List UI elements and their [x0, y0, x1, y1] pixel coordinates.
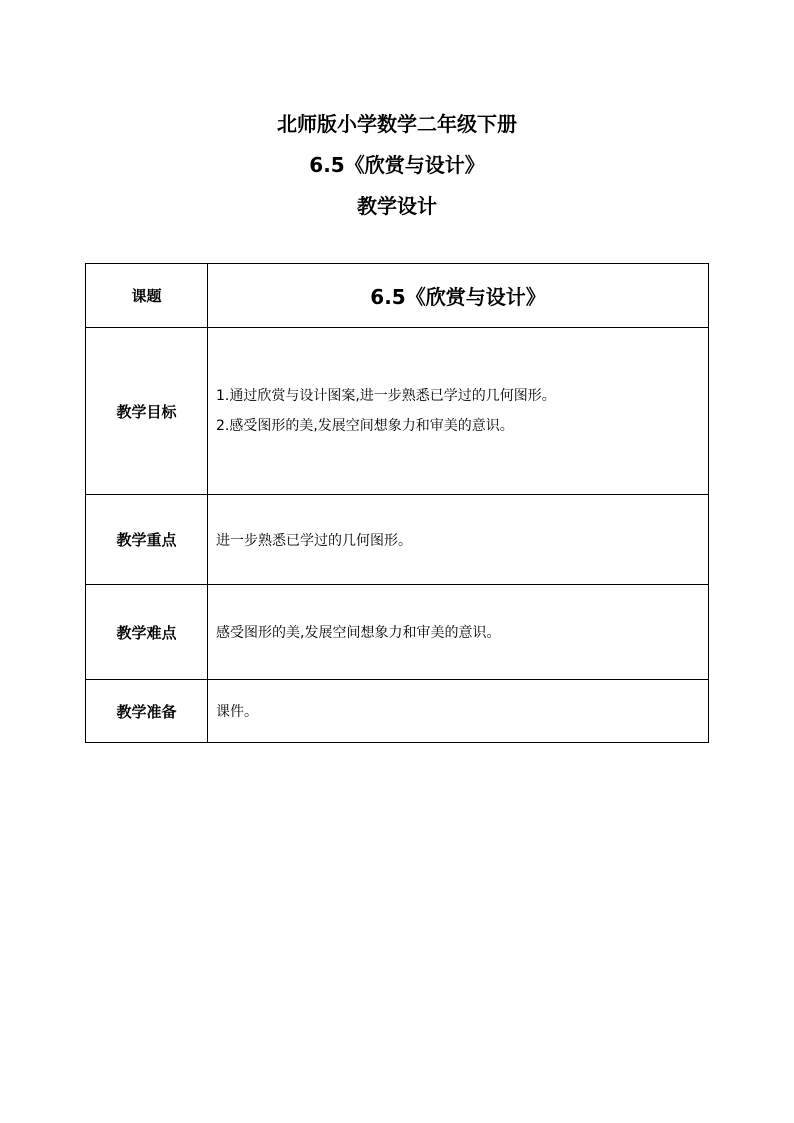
- topic-value: 6.5《欣赏与设计》: [208, 264, 709, 328]
- table-row-objectives: [86, 328, 709, 495]
- objective-item: 1.通过欣赏与设计图案,进一步熟悉已学过的几何图形。: [216, 388, 556, 404]
- table-row-key-points: [86, 495, 709, 585]
- difficulties-label: 教学难点: [86, 585, 208, 680]
- lesson-plan-table: [85, 263, 709, 743]
- header-doc-type: 教学设计: [357, 194, 437, 218]
- objectives-cell: [208, 328, 709, 495]
- header-lesson-title: 6.5《欣赏与设计》: [309, 153, 485, 177]
- objectives-label: 教学目标: [86, 328, 208, 495]
- preparation-value: 课件。: [208, 680, 709, 743]
- key-points-label: 教学重点: [86, 495, 208, 585]
- topic-label: 课题: [86, 264, 208, 328]
- table-row-difficulties: [86, 585, 709, 680]
- objective-item: 2.感受图形的美,发展空间想象力和审美的意识。: [216, 418, 514, 434]
- table-row-preparation: [86, 680, 709, 743]
- difficulties-value: 感受图形的美,发展空间想象力和审美的意识。: [208, 585, 709, 680]
- key-points-value: 进一步熟悉已学过的几何图形。: [208, 495, 709, 585]
- table-row-topic: [86, 264, 709, 328]
- preparation-label: 教学准备: [86, 680, 208, 743]
- header-subject-line: 北师版小学数学二年级下册: [277, 112, 517, 136]
- document-header: [0, 104, 794, 227]
